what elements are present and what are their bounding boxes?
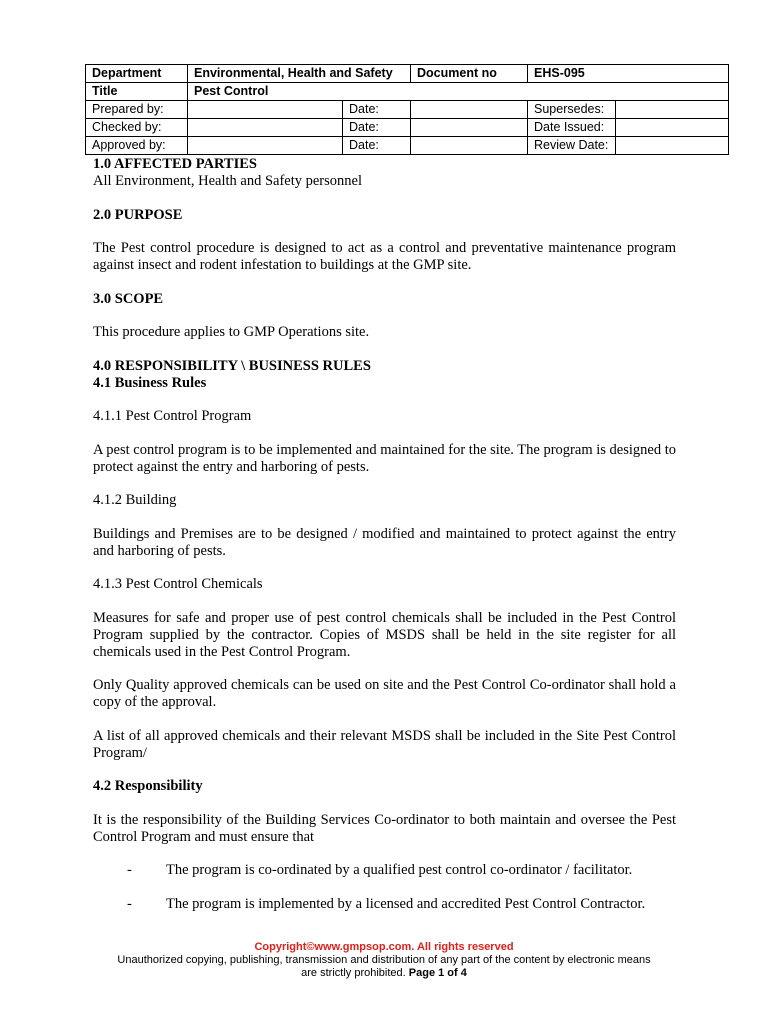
unauthorized-notice-line1: Unauthorized copying, publishing, transmission and distribution of any part of the content by electronic means xyxy=(117,954,651,966)
supersedes-label: Supersedes: xyxy=(528,101,616,119)
approved-by-label: Approved by: xyxy=(86,137,188,155)
chemicals-text-3: A list of all approved chemicals and their relevant MSDS shall be included in the Site Pest Control Program/ xyxy=(93,727,676,761)
page-number: Page 1 of 4 xyxy=(408,967,467,979)
title-label: Title xyxy=(86,83,188,101)
bullet-dash: - xyxy=(127,862,132,878)
prepared-by-label: Prepared by: xyxy=(86,101,188,119)
department-label: Department xyxy=(86,65,188,83)
business-rules-heading: 4.1 Business Rules xyxy=(93,374,207,391)
scope-text: This procedure applies to GMP Operations site. xyxy=(93,324,370,340)
supersedes-value xyxy=(616,101,729,119)
purpose-text: The Pest control procedure is designed to act as a control and preventative maintenance program against insect and rodent infestation to buildings at the GMP site. xyxy=(93,240,676,273)
pest-control-program-text: A pest control program is to be implemented and maintained for the site. The program is designed to protect against the entry and harboring of pests. xyxy=(93,441,676,475)
unauthorized-notice-line2-text: are strictly prohibited. xyxy=(301,967,406,979)
review-date-label: Review Date: xyxy=(528,137,616,155)
header-row-approved xyxy=(86,137,729,155)
list-item xyxy=(93,896,676,913)
unauthorized-notice-line2 xyxy=(0,967,768,980)
checked-date-value xyxy=(411,119,528,137)
building-subheading: 4.1.2 Building xyxy=(93,492,177,508)
approved-by-value xyxy=(188,137,343,155)
purpose-heading: 2.0 PURPOSE xyxy=(93,206,183,223)
document-no-value: EHS-095 xyxy=(528,65,729,83)
bullet-dash: - xyxy=(127,895,132,912)
building-text: Buildings and Premises are to be designed / modified and maintained to protect against the entry and harboring of pests. xyxy=(93,525,676,559)
bullet-text: The program is implemented by a licensed and accredited Pest Control Contractor. xyxy=(166,895,646,912)
prepared-by-value xyxy=(188,101,343,119)
chemicals-text-2: Only Quality approved chemicals can be used on site and the Pest Control Co-ordinator shall hold a copy of the approval. xyxy=(93,677,676,710)
responsibility-heading: 4.2 Responsibility xyxy=(93,778,203,794)
date-issued-value xyxy=(616,119,729,137)
chemicals-text-1: Measures for safe and proper use of pest control chemicals shall be included in the Pest Control Program supplied by the contractor. Copies of MSDS shall be held in the site register for all chemicals used in the Pest Control Program. xyxy=(93,609,676,660)
list-item xyxy=(93,862,676,879)
title-value: Pest Control xyxy=(188,83,729,101)
chemicals-subheading: 4.1.3 Pest Control Chemicals xyxy=(93,576,263,592)
page-footer xyxy=(0,941,768,980)
affected-parties-text: All Environment, Health and Safety personnel xyxy=(93,173,362,189)
header-row-checked xyxy=(86,119,729,137)
responsibility-business-rules-heading: 4.0 RESPONSIBILITY \ BUSINESS RULES xyxy=(93,357,371,374)
checked-date-label: Date: xyxy=(343,119,411,137)
scope-heading: 3.0 SCOPE xyxy=(93,290,164,307)
approved-date-value xyxy=(411,137,528,155)
copyright-notice: Copyright©www.gmpsop.com. All rights reserved xyxy=(254,941,514,953)
prepared-date-label: Date: xyxy=(343,101,411,119)
bullet-text: The program is co-ordinated by a qualified pest control co-ordinator / facilitator. xyxy=(166,862,633,878)
responsibility-text: It is the responsibility of the Building Services Co-ordinator to both maintain and oversee the Pest Control Program and must ensure that xyxy=(93,811,676,845)
document-no-label: Document no xyxy=(411,65,528,83)
affected-parties-heading: 1.0 AFFECTED PARTIES xyxy=(93,156,257,172)
checked-by-label: Checked by: xyxy=(86,119,188,137)
pest-control-program-subheading: 4.1.1 Pest Control Program xyxy=(93,408,252,424)
checked-by-value xyxy=(188,119,343,137)
header-row-title xyxy=(86,83,729,101)
header-row-department xyxy=(86,65,729,83)
header-row-prepared xyxy=(86,101,729,119)
date-issued-label: Date Issued: xyxy=(528,119,616,137)
department-value: Environmental, Health and Safety xyxy=(188,65,411,83)
review-date-value xyxy=(616,137,729,155)
approved-date-label: Date: xyxy=(343,137,411,155)
document-header-table xyxy=(85,64,729,155)
prepared-date-value xyxy=(411,101,528,119)
document-body xyxy=(93,156,676,913)
